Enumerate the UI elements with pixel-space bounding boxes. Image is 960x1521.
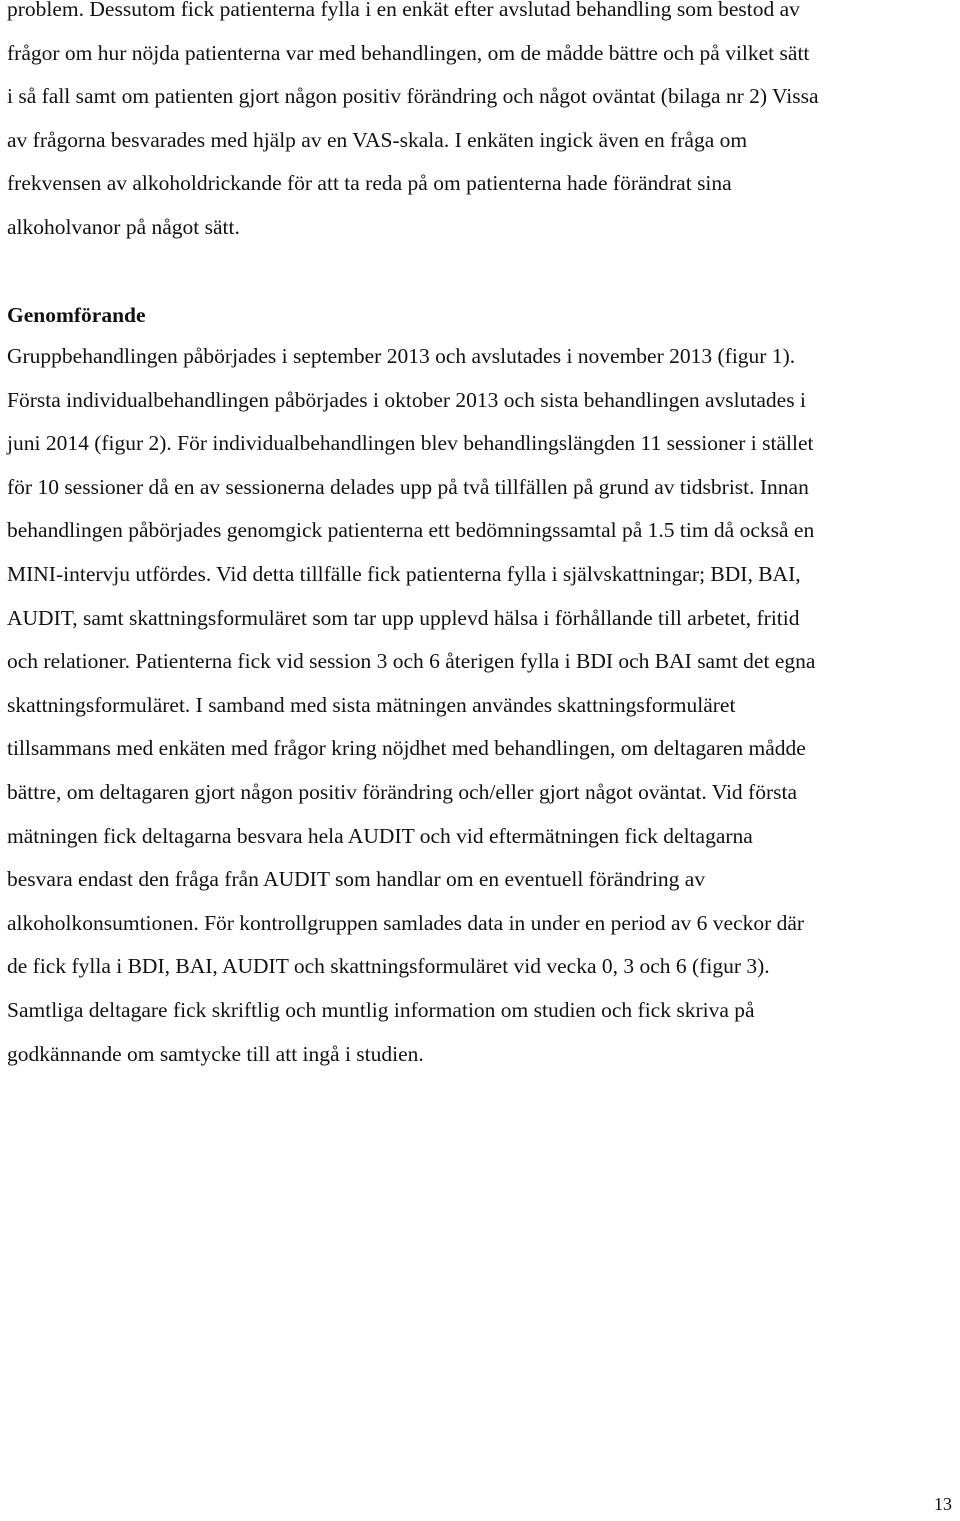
text-line: Gruppbehandlingen påbörjades i september 2013 och avslutades i november 2013 (figur 1). bbox=[7, 344, 796, 368]
text-line: alkoholvanor på något sätt. bbox=[7, 214, 240, 239]
text-line: Första individualbehandlingen påbörjades i oktober 2013 och sista behandlingen avslutades i bbox=[7, 387, 806, 412]
text-line: besvara endast den fråga från AUDIT som handlar om en eventuell förändring av bbox=[7, 867, 706, 892]
section-heading: Genomförande bbox=[7, 303, 146, 327]
text-line: i så fall samt om patienten gjort någon positiv förändring och något oväntat (bilaga nr 2) Vissa bbox=[7, 84, 819, 109]
text-line: skattningsformuläret. I samband med sista mätningen användes skattningsformuläret bbox=[7, 692, 736, 717]
text-line: av frågorna besvarades med hjälp av en VAS-skala. I enkäten ingick även en fråga om bbox=[7, 127, 748, 152]
paragraph-genomforande bbox=[7, 335, 957, 1076]
text-line: tillsammans med enkäten med frågor kring nöjdhet med behandlingen, om deltagaren mådde bbox=[7, 736, 806, 761]
text-line: och relationer. Patienterna fick vid session 3 och 6 återigen fylla i BDI och BAI samt det egna bbox=[7, 649, 816, 674]
paragraph-intro bbox=[7, 0, 957, 250]
text-line: AUDIT, samt skattningsformuläret som tar upp upplevd hälsa i förhållande till arbetet, fritid bbox=[7, 605, 800, 630]
text-line: Samtliga deltagare fick skriftlig och muntlig information om studien och fick skriva på bbox=[7, 997, 755, 1022]
text-line: godkännande om samtycke till att ingå i studien. bbox=[7, 1041, 424, 1066]
text-line: bättre, om deltagaren gjort någon positiv förändring och/eller gjort något oväntat. Vid första bbox=[7, 779, 798, 804]
text-line: MINI-intervju utfördes. Vid detta tillfälle fick patienterna fylla i självskattningar; BDI, BAI, bbox=[7, 561, 801, 586]
text-line: frekvensen av alkoholdrickande för att ta reda på om patienterna hade förändrat sina bbox=[7, 171, 732, 196]
text-line: mätningen fick deltagarna besvara hela AUDIT och vid eftermätningen fick deltagarna bbox=[7, 823, 753, 848]
text-line: för 10 sessioner då en av sessionerna delades upp på två tillfällen på grund av tidsbrist. Innan bbox=[7, 474, 809, 499]
text-line: frågor om hur nöjda patienterna var med behandlingen, om de mådde bättre och på vilket sätt bbox=[7, 40, 810, 65]
text-line: behandlingen påbörjades genomgick patienterna ett bedömningssamtal på 1.5 tim då också en bbox=[7, 518, 815, 543]
text-line: juni 2014 (figur 2). För individualbehandlingen blev behandlingslängden 11 sessioner i stället bbox=[7, 431, 814, 456]
page-number: 13 bbox=[934, 1494, 952, 1514]
text-line: problem. Dessutom fick patienterna fylla i en enkät efter avslutad behandling som bestod av bbox=[7, 0, 800, 21]
text-line: de fick fylla i BDI, BAI, AUDIT och skattningsformuläret vid vecka 0, 3 och 6 (figur 3). bbox=[7, 954, 770, 979]
text-line: alkoholkonsumtionen. För kontrollgruppen samlades data in under en period av 6 veckor där bbox=[7, 910, 805, 935]
